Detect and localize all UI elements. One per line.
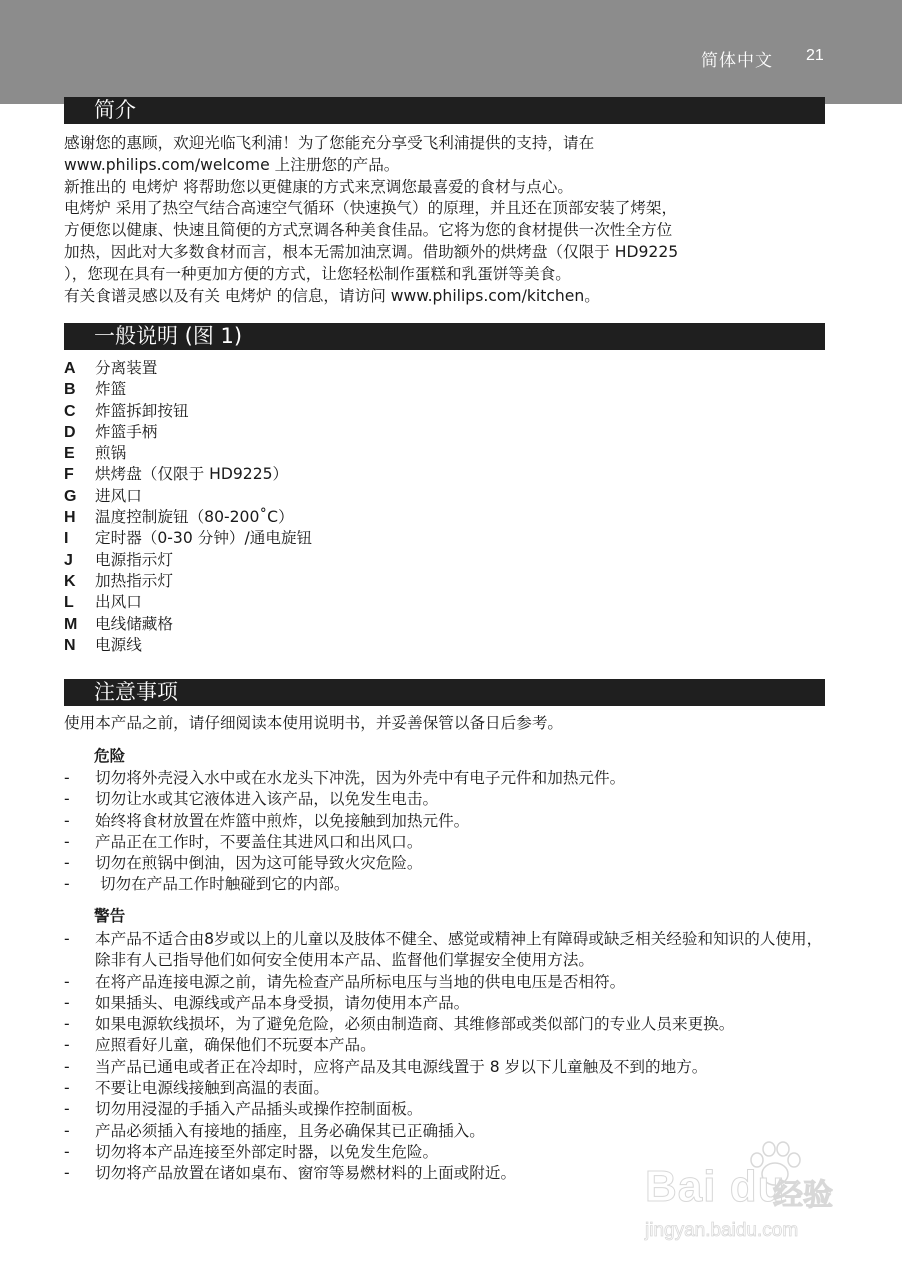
language-label: 简体中文 (701, 51, 773, 71)
list-item-text: 本产品不适合由8岁或以上的儿童以及肢体不健全、感觉或精神上有障碍或缺乏相关经验和知识的人使用，除非有人已指导他们如何安全使用本产品、监督他们掌握安全使用方法。 (95, 930, 823, 970)
legend-item (64, 635, 464, 656)
danger-heading: 危险 (94, 747, 126, 765)
legend-item (64, 550, 464, 571)
legend-item (64, 464, 464, 485)
bullet-dash: - (64, 875, 70, 894)
list-item (64, 832, 834, 853)
legend-text: 进风口 (95, 486, 142, 505)
baidu-watermark (645, 1140, 845, 1265)
legend-item (64, 358, 464, 379)
legend-item (64, 422, 464, 443)
legend-item (64, 401, 464, 422)
list-item (64, 972, 830, 993)
legend-letter: G (64, 487, 77, 505)
intro-line: 感谢您的惠顾，欢迎光临飞利浦！为了您能充分享受飞利浦提供的支持，请在 (64, 134, 595, 152)
legend-item (64, 486, 464, 507)
bullet-dash: - (64, 1015, 70, 1034)
legend-text: 加热指示灯 (95, 571, 173, 590)
legend-letter: D (64, 423, 76, 441)
intro-line: 新推出的 电烤炉 将帮助您以更健康的方式来烹调您最喜爱的食材与点心。 (64, 177, 573, 196)
bullet-dash: - (64, 1100, 70, 1119)
list-item (64, 811, 834, 832)
list-item-text: 在将产品连接电源之前，请先检查产品所标电压与当地的供电电压是否相符。 (95, 972, 626, 991)
list-item-text: 应照看好儿童，确保他们不玩耍本产品。 (95, 1036, 376, 1055)
intro-line: 方便您以健康、快速且简便的方式烹调各种美食佳品。它将为您的食材提供一次性全方位 (64, 221, 673, 240)
list-item (64, 853, 834, 874)
list-item-text: 切勿将外壳浸入水中或在水龙头下冲洗，因为外壳中有电子元件和加热元件。 (95, 769, 626, 787)
list-item-text: 切勿在煎锅中倒油，因为这可能导致火灾危险。 (95, 854, 423, 873)
legend-letter: K (64, 572, 76, 590)
bullet-dash: - (64, 972, 70, 991)
legend-item (64, 443, 464, 464)
intro-line: 有关食谱灵感以及有关 电烤炉 的信息，请访问 www.philips.com/kitchen。 (64, 286, 600, 305)
legend-item (64, 571, 464, 592)
legend-letter: E (64, 445, 75, 463)
legend-item (64, 379, 464, 400)
legend-text: 煎锅 (95, 444, 127, 463)
list-item (64, 1057, 830, 1078)
bullet-dash: - (64, 1079, 70, 1098)
list-item-text: 切勿让水或其它液体进入该产品，以免发生电击。 (95, 790, 439, 809)
list-item (64, 1099, 830, 1120)
legend-text: 电源指示灯 (95, 550, 173, 569)
legend-item (64, 592, 464, 613)
intro-paragraph (64, 133, 834, 307)
legend-letter: C (64, 402, 76, 420)
danger-list (64, 768, 834, 896)
bullet-dash: - (64, 1057, 70, 1076)
watermark-brand: Bai du (645, 1162, 786, 1211)
legend-text: 电线储藏格 (95, 614, 173, 633)
legend-text: 炸篮手柄 (95, 422, 158, 441)
intro-line: www.philips.com/welcome 上注册您的产品。 (64, 155, 400, 174)
list-item (64, 1014, 830, 1035)
warning-heading: 警告 (94, 907, 126, 925)
legend-letter: N (64, 636, 76, 654)
legend-text: 定时器（0-30 分钟）/通电旋钮 (95, 529, 313, 548)
legend-item (64, 614, 464, 635)
bullet-dash: - (64, 1142, 70, 1161)
list-item (64, 874, 834, 895)
list-item (64, 1078, 830, 1099)
legend-letter: H (64, 509, 76, 527)
list-item-text: 不要让电源线接触到高温的表面。 (95, 1079, 329, 1098)
list-item-text: 切勿将产品放置在诸如桌布、窗帘等易燃材料的上面或附近。 (95, 1164, 517, 1183)
list-item-text: 产品正在工作时，不要盖住其进风口和出风口。 (95, 832, 423, 851)
bullet-dash: - (64, 1121, 70, 1140)
section-title-intro: 简介 (64, 97, 825, 124)
list-item (64, 789, 834, 810)
bullet-dash: - (64, 769, 70, 787)
list-item (64, 993, 830, 1014)
intro-line: 电烤炉 采用了热空气结合高速空气循环（快速换气）的原理，并且还在顶部安装了烤架， (64, 199, 678, 218)
bullet-dash: - (64, 854, 70, 873)
bullet-dash: - (64, 790, 70, 809)
section-title-general: 一般说明 (图 1) (64, 323, 825, 350)
legend-text: 温度控制旋钮（80-200˚C） (95, 508, 294, 527)
legend-text: 电源线 (95, 635, 142, 654)
list-item (64, 768, 834, 789)
bullet-dash: - (64, 930, 70, 948)
legend-item (64, 528, 464, 549)
list-item (64, 929, 830, 972)
bullet-dash: - (64, 832, 70, 851)
list-item-text: 切勿将本产品连接至外部定时器，以免发生危险。 (95, 1142, 439, 1161)
legend-letter: B (64, 381, 76, 399)
safety-intro: 使用本产品之前，请仔细阅读本使用说明书，并妥善保管以备日后参考。 (64, 714, 564, 732)
list-item-text: 如果电源软线损坏，为了避免危险，必须由制造商、其维修部或类似部门的专业人员来更换。 (95, 1015, 735, 1034)
legend-text: 分离装置 (95, 359, 158, 377)
legend-text: 烘烤盘（仅限于 HD9225） (95, 465, 289, 484)
parts-legend (64, 358, 464, 656)
section-title-safety: 注意事项 (64, 679, 825, 706)
list-item-text: 如果插头、电源线或产品本身受损，请勿使用本产品。 (95, 993, 470, 1012)
legend-letter: M (64, 615, 78, 633)
legend-text: 炸篮拆卸按钮 (95, 401, 189, 420)
list-item-text: 产品必须插入有接地的插座，且务必确保其已正确插入。 (95, 1121, 485, 1140)
bullet-dash: - (64, 1164, 70, 1183)
watermark-url: jingyan.baidu.com (645, 1220, 799, 1241)
list-item-text: 始终将食材放置在炸篮中煎炸，以免接触到加热元件。 (95, 811, 470, 830)
page-number: 21 (806, 47, 824, 64)
list-item-text: 当产品已通电或者正在冷却时，应将产品及其电源线置于 8 岁以下儿童触及不到的地方。 (95, 1057, 708, 1076)
legend-letter: J (64, 551, 73, 569)
list-item-text: 切勿用浸湿的手插入产品插头或操作控制面板。 (95, 1100, 423, 1119)
list-item-text: 切勿在产品工作时触碰到它的内部。 (95, 875, 350, 894)
watermark-cn: 经验 (773, 1178, 833, 1213)
legend-item (64, 507, 464, 528)
intro-line: 加热，因此对大多数食材而言，根本无需加油烹调。借助额外的烘烤盘（仅限于 HD9225 (64, 242, 679, 261)
bullet-dash: - (64, 993, 70, 1012)
legend-text: 炸篮 (95, 380, 127, 399)
bullet-dash: - (64, 811, 70, 830)
legend-letter: A (64, 360, 76, 377)
list-item (64, 1035, 830, 1056)
legend-letter: F (64, 466, 74, 484)
intro-line: ），您现在具有一种更加方便的方式，让您轻松制作蛋糕和乳蛋饼等美食。 (64, 264, 571, 283)
bullet-dash: - (64, 1036, 70, 1055)
list-item (64, 1121, 830, 1142)
legend-text: 出风口 (95, 593, 142, 612)
legend-letter: L (64, 594, 74, 612)
legend-letter: I (64, 530, 69, 548)
